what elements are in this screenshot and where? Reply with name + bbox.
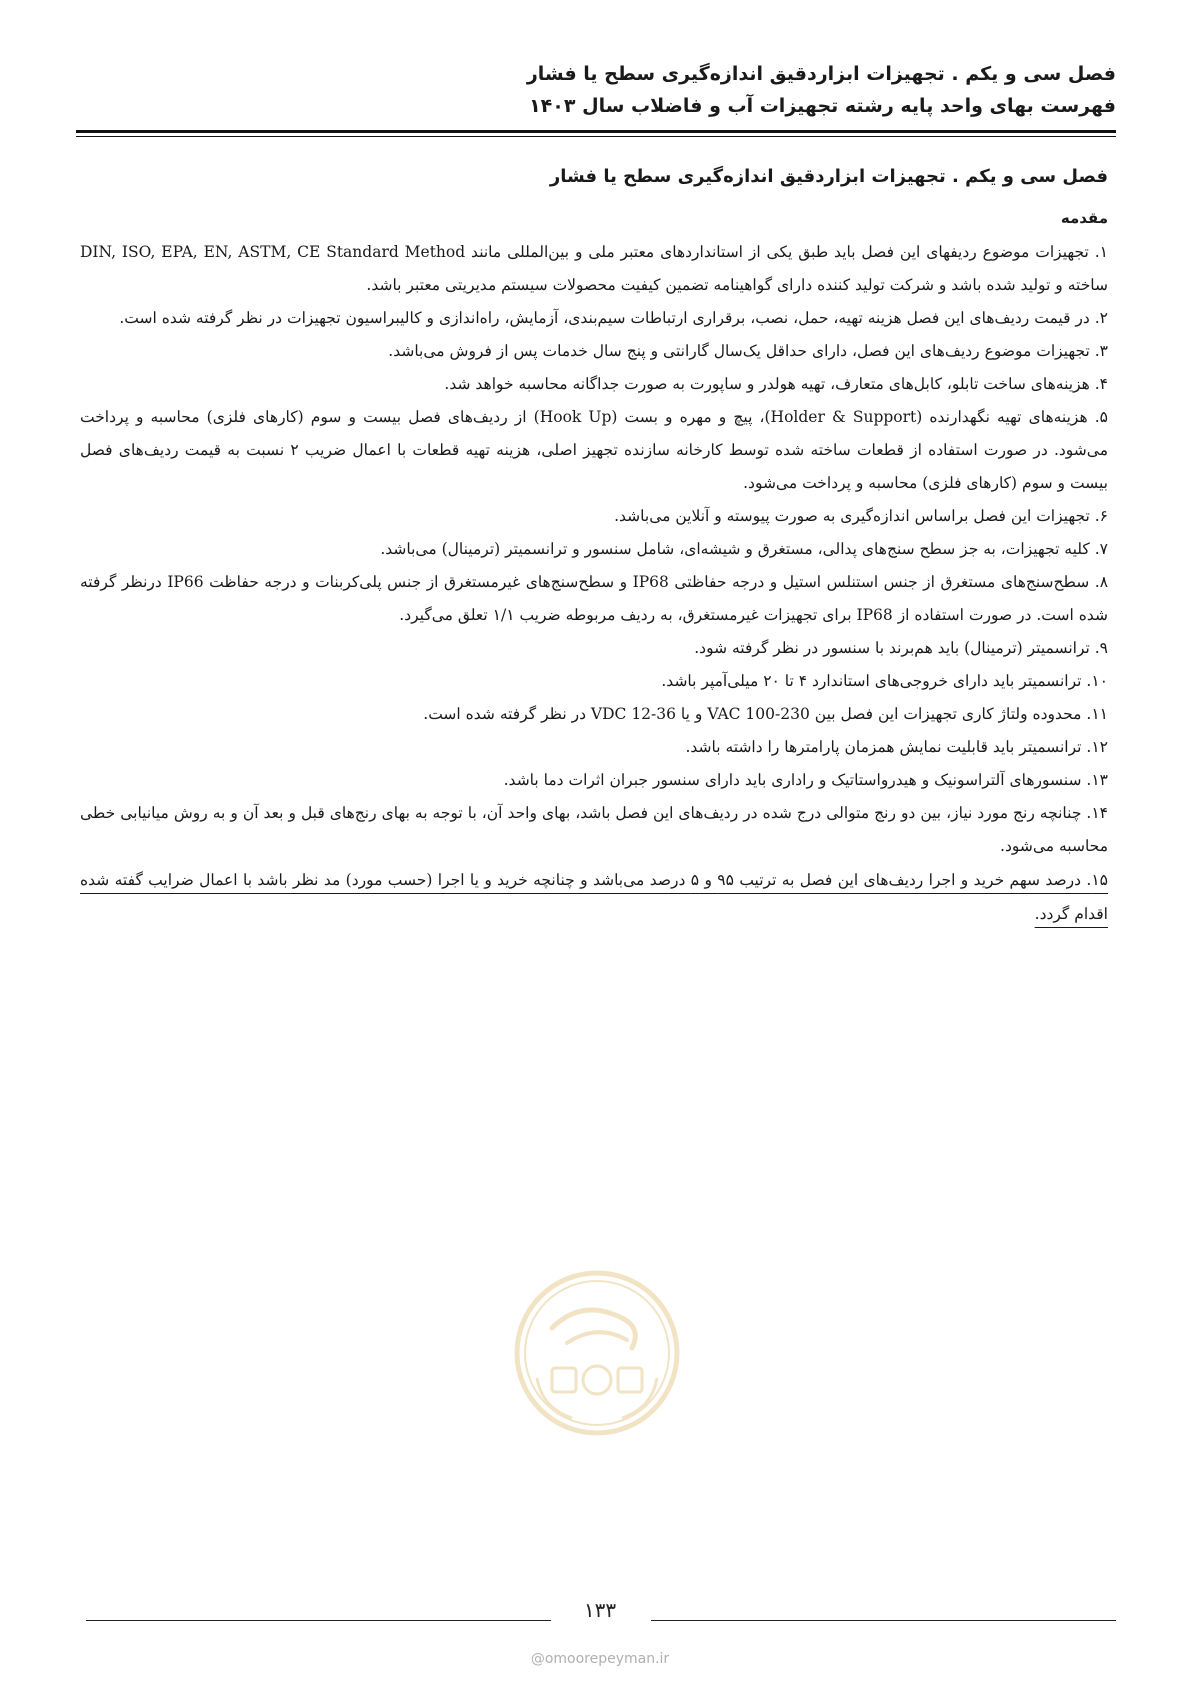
intro-label: مقدمه — [1060, 209, 1108, 227]
header-divider — [76, 130, 1116, 133]
main-content — [80, 160, 1108, 931]
list-item: ۵. هزینه‌های تهیه نگهدارنده (Holder & Support)، پیچ و مهره و بست (Hook Up) از ردیف‌های فصل بیست و سوم (کارهای فلزی) محاسبه و پرداخت می‌شود. در صورت استفاده از قطعات ساخته شده توسط کارخانه سازنده تجهیز اصلی، هزینه تهیه قطعات با اعمال ضریب ۲ نسبت به قیمت ردیف‌های فصل بیست و سوم (کارهای فلزی) محاسبه و پرداخت می‌شود. — [80, 408, 1108, 492]
list-item: ۱۳. سنسورهای آلتراسونیک و هیدرواستاتیک و راداری باید دارای سنسور جبران اثرات دما باشد. — [503, 771, 1108, 789]
footer-divider-right — [651, 1620, 1116, 1621]
page-number: ۱۳۳ — [583, 1598, 617, 1622]
list-item: ۳. تجهیزات موضوع ردیف‌های این فصل، دارای حداقل یک‌سال گارانتی و پنج سال خدمات پس از فروش می‌باشد. — [388, 342, 1108, 360]
list-item: ۲. در قیمت ردیف‌های این فصل هزینه تهیه، حمل، نصب، برقراری ارتباطات سیم‌بندی، آزمایش، راه‌اندازی و کالیبراسیون تجهیزات در نظر گرفته شده است. — [119, 309, 1108, 327]
list-item: ۱۰. ترانسمیتر باید دارای خروجی‌های استاندارد ۴ تا ۲۰ میلی‌آمپر باشد. — [661, 672, 1108, 690]
list-item: ۱۱. محدوده ولتاژ کاری تجهیزات این فصل بین VAC 100-230 و یا VDC 12-36 در نظر گرفته شده است. — [423, 705, 1108, 723]
list-item: ۷. کلیه تجهیزات، به جز سطح سنج‌های پدالی، مستغرق و شیشه‌ای، شامل سنسور و ترانسمیتر (ترمینال) می‌باشد. — [380, 540, 1108, 558]
page-header — [76, 58, 1116, 122]
list-item: ۶. تجهیزات این فصل براساس اندازه‌گیری به صورت پیوسته و آنلاین می‌باشد. — [614, 507, 1108, 525]
list-item: ۸. سطح‌سنج‌های مستغرق از جنس استنلس استیل و درجه حفاظتی IP68 و سطح‌سنج‌های غیرمستغرق از جنس پلی‌کربنات و درجه حفاظت IP66 درنظر گرفته شده است. در صورت استفاده از IP68 برای تجهیزات غیرمستغرق، به ردیف مربوطه ضریب ۱/۱ تعلق می‌گیرد. — [80, 573, 1109, 624]
header-document-title: فهرست بهای واحد پایه رشته تجهیزات آب و فاضلاب سال ۱۴۰۳ — [529, 95, 1116, 117]
list-item: ۹. ترانسمیتر (ترمینال) باید هم‌برند با سنسور در نظر گرفته شود. — [694, 639, 1108, 657]
omoorepeyman-logo-icon — [512, 1268, 682, 1438]
section-title: فصل سی و یکم . تجهیزات ابزاردقیق اندازه‌گیری سطح یا فشار — [549, 166, 1108, 187]
list-item: ۴. هزینه‌های ساخت تابلو، کابل‌های متعارف، تهیه هولدر و ساپورت به صورت جداگانه محاسبه خواهد شد. — [444, 375, 1108, 393]
list-item: ۱۵. درصد سهم خرید و اجرا ردیف‌های این فصل به ترتیب ۹۵ و ۵ درصد می‌باشد و چنانچه خرید و یا اجرا (حسب مورد) مد نظر باشد با اعمال ضرایب گفته شده اقدام گردد. — [80, 871, 1108, 923]
header-divider-thin — [76, 136, 1116, 137]
footer-divider-left — [86, 1620, 551, 1621]
list-item: ۱. تجهیزات موضوع ردیفهای این فصل باید طبق یکی از استانداردهای معتبر ملی و بین‌المللی مانند DIN, ISO, EPA, EN, ASTM, CE Standard Method ساخته و تولید شده باشد و شرکت تولید کننده دارای گواهینامه تضمین کیفیت محصولات سیستم مدیریتی معتبر باشد. — [80, 243, 1108, 294]
header-chapter-title: فصل سی و یکم . تجهیزات ابزاردقیق اندازه‌گیری سطح یا فشار — [526, 63, 1116, 85]
list-item: ۱۴. چنانچه رنج مورد نیاز، بین دو رنج متوالی درج شده در ردیف‌های این فصل باشد، بهای واحد آن، با توجه به بهای رنج‌های قبل و بعد آن و به روش میانیابی خطی محاسبه می‌شود. — [80, 804, 1108, 855]
watermark-url: @omoorepeyman.ir — [530, 1651, 670, 1667]
list-item: ۱۲. ترانسمیتر باید قابلیت نمایش همزمان پارامترها را داشته باشد. — [685, 738, 1108, 756]
